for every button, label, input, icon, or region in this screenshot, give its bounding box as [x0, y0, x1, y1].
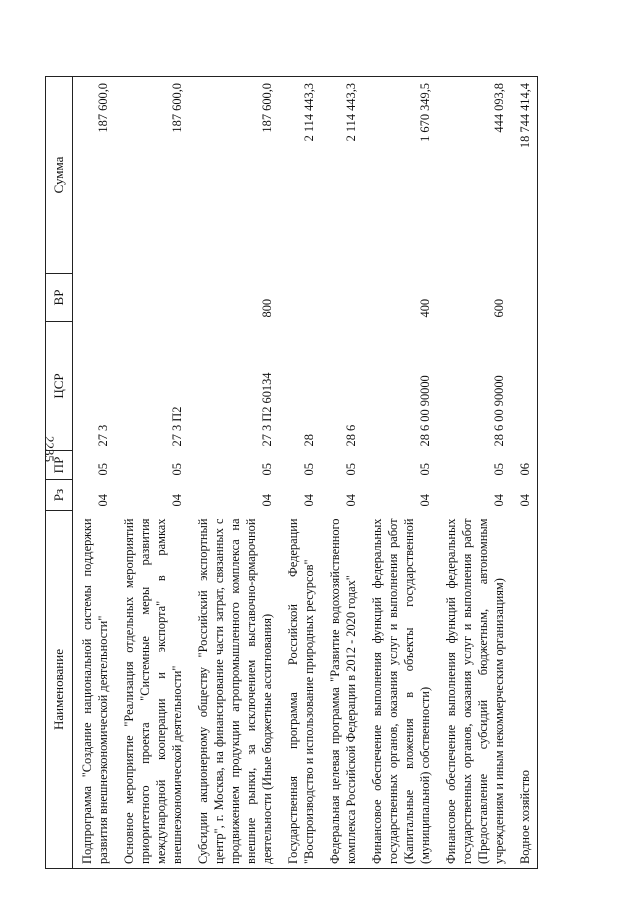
header-csr: ЦСР — [46, 322, 73, 451]
row-sum: 187 600,0 — [115, 77, 189, 274]
row-rz: 04 — [96, 494, 110, 507]
row-vr — [511, 274, 538, 322]
row-pr: 06 — [511, 451, 538, 480]
row-sum: 444 093,8 — [437, 77, 511, 274]
row-vr — [115, 274, 189, 322]
table-row — [511, 77, 538, 869]
row-sum: 2 114 443,3 — [279, 77, 321, 274]
row-pr: 05 — [418, 463, 432, 476]
row-csr: 27 3 — [96, 424, 110, 447]
table-row — [321, 77, 363, 869]
row-pr: 05 — [260, 463, 274, 476]
row-sum: 1 670 349,5 — [363, 77, 437, 274]
table-row — [279, 77, 321, 869]
table-row — [73, 77, 116, 869]
table-row — [363, 77, 437, 869]
row-csr: 28 6 — [344, 424, 358, 447]
row-rz: 04 — [344, 494, 358, 507]
row-rz: 04 — [302, 494, 316, 507]
row-rz: 04 — [170, 494, 184, 507]
page-number: 2235 — [42, 436, 57, 462]
row-sum: 187 600,0 — [189, 77, 279, 274]
header-vr: ВР — [46, 274, 73, 322]
header-pr: ПР — [46, 451, 73, 480]
row-name: Водное хозяйство — [511, 511, 538, 869]
budget-table — [45, 76, 538, 869]
row-name: Государственная программа Российской Федерации "Воспроизводство и использование природных ресурсов" — [279, 511, 321, 869]
row-sum: 18 744 414,4 — [511, 77, 538, 274]
row-name: Финансовое обеспечение выполнения функций федеральных государственных органов, оказания услуг и выполнения работ (Капитальные вложения в объекты государственной (муниципальной) собственности) — [363, 511, 437, 869]
row-name: Подпрограмма "Создание национальной системы поддержки развития внешнеэкономической деятельности" — [73, 511, 116, 869]
row-vr: 800 — [260, 298, 274, 318]
row-rz: 04 — [492, 494, 506, 507]
row-csr: 27 3 П2 60134 — [260, 372, 274, 447]
row-csr: 28 6 00 90000 — [418, 375, 432, 447]
header-rz: Рз — [46, 480, 73, 511]
row-pr: 05 — [96, 463, 110, 476]
row-rz: 04 — [260, 494, 274, 507]
row-name: Субсидии акционерному обществу "Российский экспортный центр", г. Москва, на финансирование части затрат, связанных с продвижением продукции агропромышленного комплекса на внешние рынки, за исключением выставочно-ярмарочной деятельности (Иные бюджетные ассигнования) — [189, 511, 279, 869]
row-rz: 04 — [511, 480, 538, 511]
row-csr: 28 6 00 90000 — [492, 375, 506, 447]
rotated-page-content — [45, 77, 589, 869]
row-pr: 05 — [344, 463, 358, 476]
row-vr: 400 — [418, 298, 432, 318]
row-rz: 04 — [418, 494, 432, 507]
table-row — [437, 77, 511, 869]
row-vr — [321, 274, 363, 322]
row-name: Финансовое обеспечение выполнения функций федеральных государственных органов, оказания услуг и выполнения работ (Предоставление субсидий бюджетным, автономным учреждениям и иным некоммерческим организациям) — [437, 511, 511, 869]
row-name: Основное мероприятие "Реализация отдельных мероприятий приоритетного проекта "Системные меры развития международной кооперации и экспорта" в рамках внешнеэкономической деятельности" — [115, 511, 189, 869]
table-header-row — [46, 77, 73, 869]
row-vr — [73, 274, 116, 322]
row-pr: 05 — [492, 463, 506, 476]
row-sum: 187 600,0 — [73, 77, 116, 274]
table-row — [189, 77, 279, 869]
row-csr: 27 3 П2 — [170, 406, 184, 447]
row-name: Федеральная целевая программа "Развитие водохозяйственного комплекса Российской Федерации в 2012 - 2020 годах" — [321, 511, 363, 869]
row-pr: 05 — [302, 463, 316, 476]
row-vr — [279, 274, 321, 322]
row-csr — [511, 322, 538, 451]
row-vr: 600 — [492, 298, 506, 318]
row-csr: 28 — [302, 434, 316, 447]
header-sum: Сумма — [46, 77, 73, 274]
header-name: Наименование — [46, 511, 73, 869]
row-sum: 2 114 443,3 — [321, 77, 363, 274]
table-row — [115, 77, 189, 869]
row-pr: 05 — [170, 463, 184, 476]
